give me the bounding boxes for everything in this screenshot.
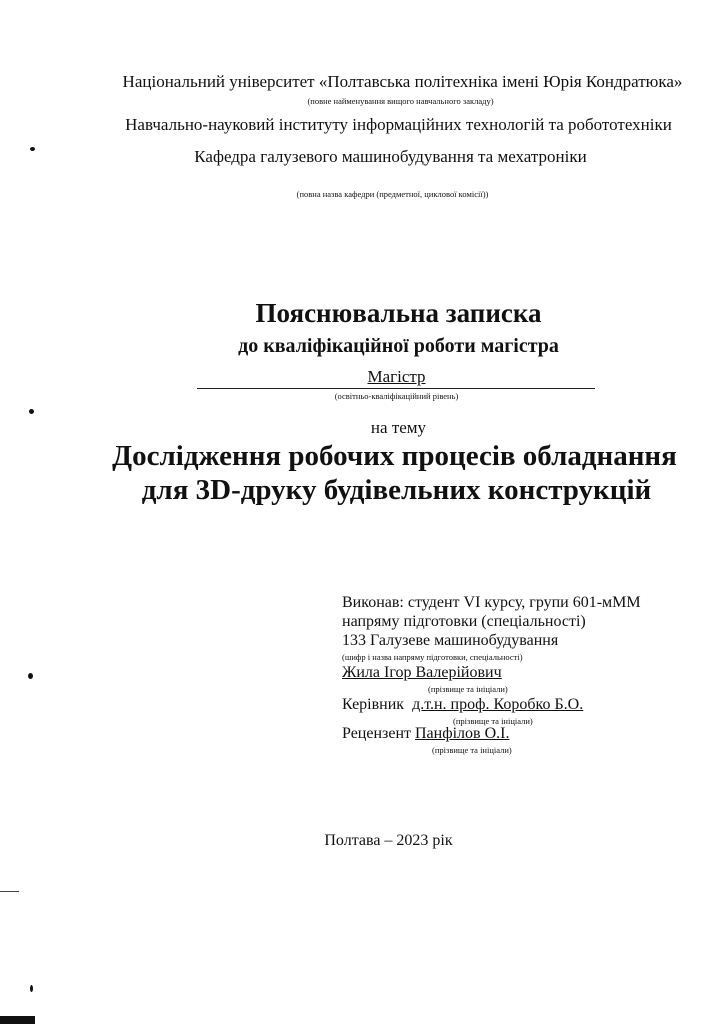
department-name: Кафедра галузевого машинобудування та мехатроніки xyxy=(194,147,587,166)
university-caption: (повне найменування вищого навчального закладу) xyxy=(307,96,494,106)
supervisor-name: д.т.н. проф. Коробко Б.О. xyxy=(412,696,584,713)
reviewer-row xyxy=(342,725,509,743)
reviewer-name: Панфілов О.І. xyxy=(415,725,510,742)
reviewer-caption: (прізвище та ініціали) xyxy=(432,745,512,755)
on-topic-label: на тему xyxy=(370,418,427,437)
scan-mark-line xyxy=(0,891,19,892)
qualification-level: Магістр xyxy=(367,367,426,386)
scan-edge-bar xyxy=(0,1016,35,1024)
supervisor-label: Керівник xyxy=(342,696,405,713)
document-subtitle: до кваліфікаційної роботи магістра xyxy=(238,335,559,357)
thesis-topic-line-2: для 3D-друку будівельних конструкцій xyxy=(141,474,652,506)
level-underline xyxy=(197,388,595,389)
reviewer-label: Рецензент xyxy=(342,725,411,742)
direction-label: напряму підготовки (спеціальності) xyxy=(342,613,586,630)
scan-mark-dot xyxy=(28,673,33,679)
city-year: Полтава – 2023 рік xyxy=(324,832,453,849)
scan-mark-dot xyxy=(29,409,34,414)
performed-by: Виконав: студент VI курсу, групи 601-мММ xyxy=(342,594,641,611)
university-name: Національний університет «Полтавська політехніка імені Юрія Кондратюка» xyxy=(122,72,683,91)
student-name: Жила Ігор Валерійович xyxy=(342,664,502,681)
department-caption: (повна назва кафедри (предметної, циклової комісії)) xyxy=(296,189,489,199)
thesis-topic-line-1: Дослідження робочих процесів обладнання xyxy=(112,440,677,472)
specialty-caption: (шифр і назва напряму підготовки, спеціальності) xyxy=(342,652,523,662)
supervisor-row xyxy=(342,696,583,714)
qualification-level-caption: (освітньо-кваліфікаційний рівень) xyxy=(334,391,459,401)
specialty: 133 Галузеве машинобудування xyxy=(342,632,559,649)
student-caption: (прізвище та ініціали) xyxy=(428,684,508,694)
supervisor-caption: (прізвище та ініціали) xyxy=(453,716,533,726)
document-title: Пояснювальна записка xyxy=(255,298,542,328)
institute-name: Навчально-науковий інституту інформаційних технологій та робототехніки xyxy=(125,115,672,134)
scan-mark-dot xyxy=(30,985,33,992)
